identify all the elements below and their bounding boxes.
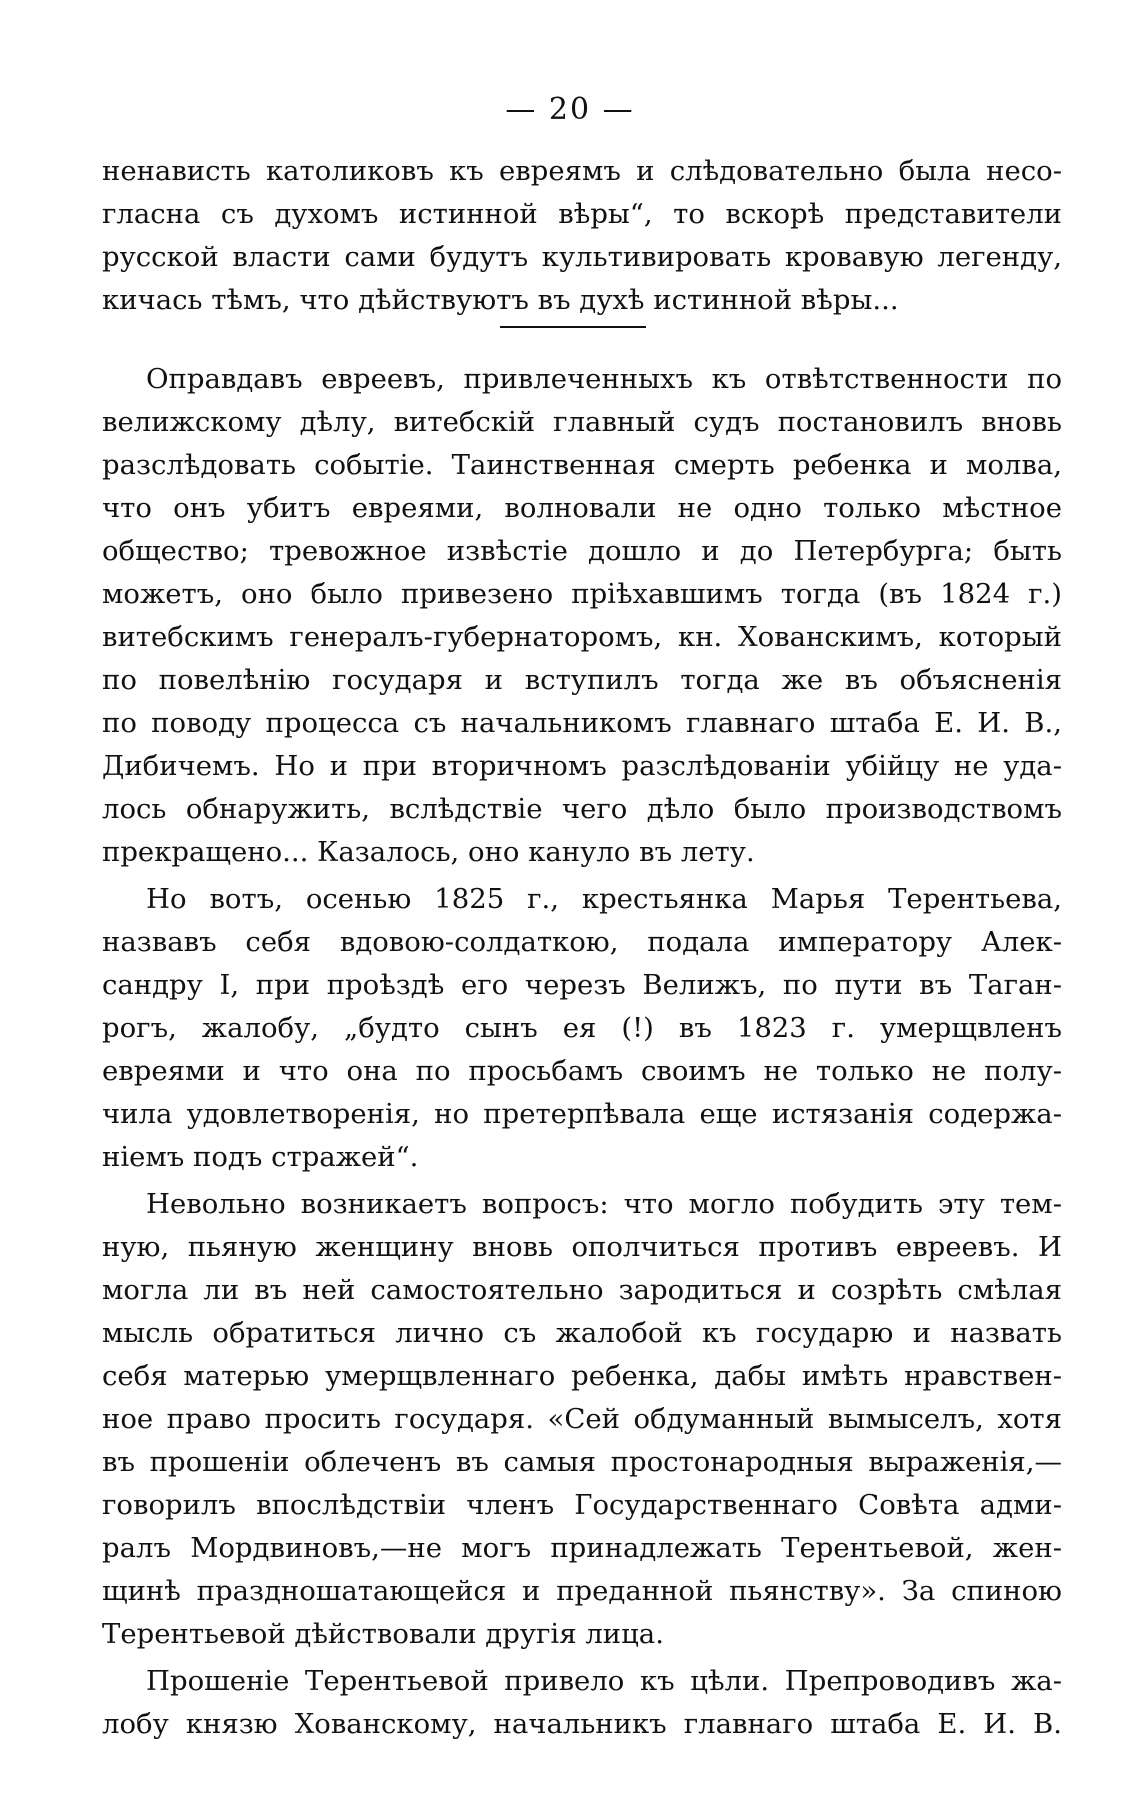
paragraph: [102, 878, 1062, 1179]
text-line: Невольно возникаетъ вопросъ: что могло побудить эту тем-: [146, 1188, 1062, 1220]
text-line: кичась тѣмъ, что дѣйствуютъ въ духѣ истинной вѣры...: [102, 284, 899, 316]
text-line: витебскимъ генералъ-губернаторомъ, кн. Хованскимъ, который: [102, 621, 1062, 653]
text-line: гласна съ духомъ истинной вѣры“, то вскорѣ представители: [102, 198, 1062, 230]
text-line: Прошеніе Терентьевой привело къ цѣли. Препроводивъ жа-: [146, 1665, 1062, 1697]
paragraph: [102, 1183, 1062, 1656]
text-line: русской власти сами будутъ культивировать кровавую легенду,: [102, 241, 1062, 273]
text-line: велижскому дѣлу, витебскій главный судъ постановилъ вновь: [102, 406, 1062, 438]
text-line: говорилъ впослѣдствіи членъ Государственнаго Совѣта адми-: [102, 1489, 1062, 1521]
text-line: чила удовлетворенія, но претерпѣвала еще истязанія содержа-: [102, 1098, 1062, 1130]
text-line: ніемъ подъ стражей“.: [102, 1141, 419, 1173]
text-line: Оправдавъ евреевъ, привлеченныхъ къ отвѣтственности по: [146, 363, 1062, 395]
text-line: можетъ, оно было привезено пріѣхавшимъ тогда (въ 1824 г.): [102, 578, 1062, 610]
text-line: могла ли въ ней самостоятельно зародиться и созрѣть смѣлая: [102, 1274, 1062, 1306]
text-line: лось обнаружить, вслѣдствіе чего дѣло было производствомъ: [102, 793, 1062, 825]
text-line: что онъ убитъ евреями, волновали не одно только мѣстное: [102, 492, 1062, 524]
text-line: общество; тревожное извѣстіе дошло и до Петербурга; быть: [102, 535, 1062, 567]
page-number: — 20 —: [505, 92, 635, 127]
text-line: лобу князю Хованскому, начальникъ главнаго штаба Е. И. В.: [102, 1708, 1062, 1740]
text-line: Терентьевой дѣйствовали другія лица.: [102, 1618, 664, 1650]
main-text: [102, 358, 1062, 1746]
text-line: по повелѣнію государя и вступилъ тогда же въ объясненія: [102, 664, 1062, 696]
text-line: щинѣ праздношатающейся и преданной пьянству». За спиною: [102, 1575, 1062, 1607]
continuation-paragraph: [102, 150, 1062, 322]
paragraph: [102, 358, 1062, 874]
paragraph: [102, 1660, 1062, 1746]
text-line: прекращено... Казалось, оно кануло въ лету.: [102, 836, 755, 868]
text-line: ную, пьяную женщину вновь ополчиться противъ евреевъ. И: [102, 1231, 1062, 1263]
section-divider: [500, 326, 646, 328]
text-line: назвавъ себя вдовою-солдаткою, подала императору Алек-: [102, 926, 1062, 958]
text-line: Но вотъ, осенью 1825 г., крестьянка Марья Терентьева,: [146, 883, 1062, 915]
text-line: въ прошеніи облеченъ въ самыя простонародныя выраженія,—: [102, 1446, 1062, 1478]
text-line: Дибичемъ. Но и при вторичномъ разслѣдованіи убійцу не уда-: [102, 750, 1062, 782]
text-line: мысль обратиться лично съ жалобой къ государю и назвать: [102, 1317, 1062, 1349]
text-line: по поводу процесса съ начальникомъ главнаго штаба Е. И. В.,: [102, 707, 1062, 739]
text-line: евреями и что она по просьбамъ своимъ не только не полу-: [102, 1055, 1062, 1087]
text-line: рогъ, жалобу, „будто сынъ ея (!) въ 1823 г. умерщвленъ: [102, 1012, 1062, 1044]
text-line: себя матерью умерщвленнаго ребенка, дабы имѣть нравствен-: [102, 1360, 1062, 1392]
text-line: сандру I, при проѣздѣ его черезъ Велижъ, по пути въ Таган-: [102, 969, 1062, 1001]
text-line: ное право просить государя. «Сей обдуманный вымыселъ, хотя: [102, 1403, 1062, 1435]
text-line: ралъ Мордвиновъ,—не могъ принадлежать Терентьевой, жен-: [102, 1532, 1062, 1564]
text-line: ненависть католиковъ къ евреямъ и слѣдовательно была несо-: [102, 155, 1062, 187]
text-line: разслѣдовать событіе. Таинственная смерть ребенка и молва,: [102, 449, 1062, 481]
